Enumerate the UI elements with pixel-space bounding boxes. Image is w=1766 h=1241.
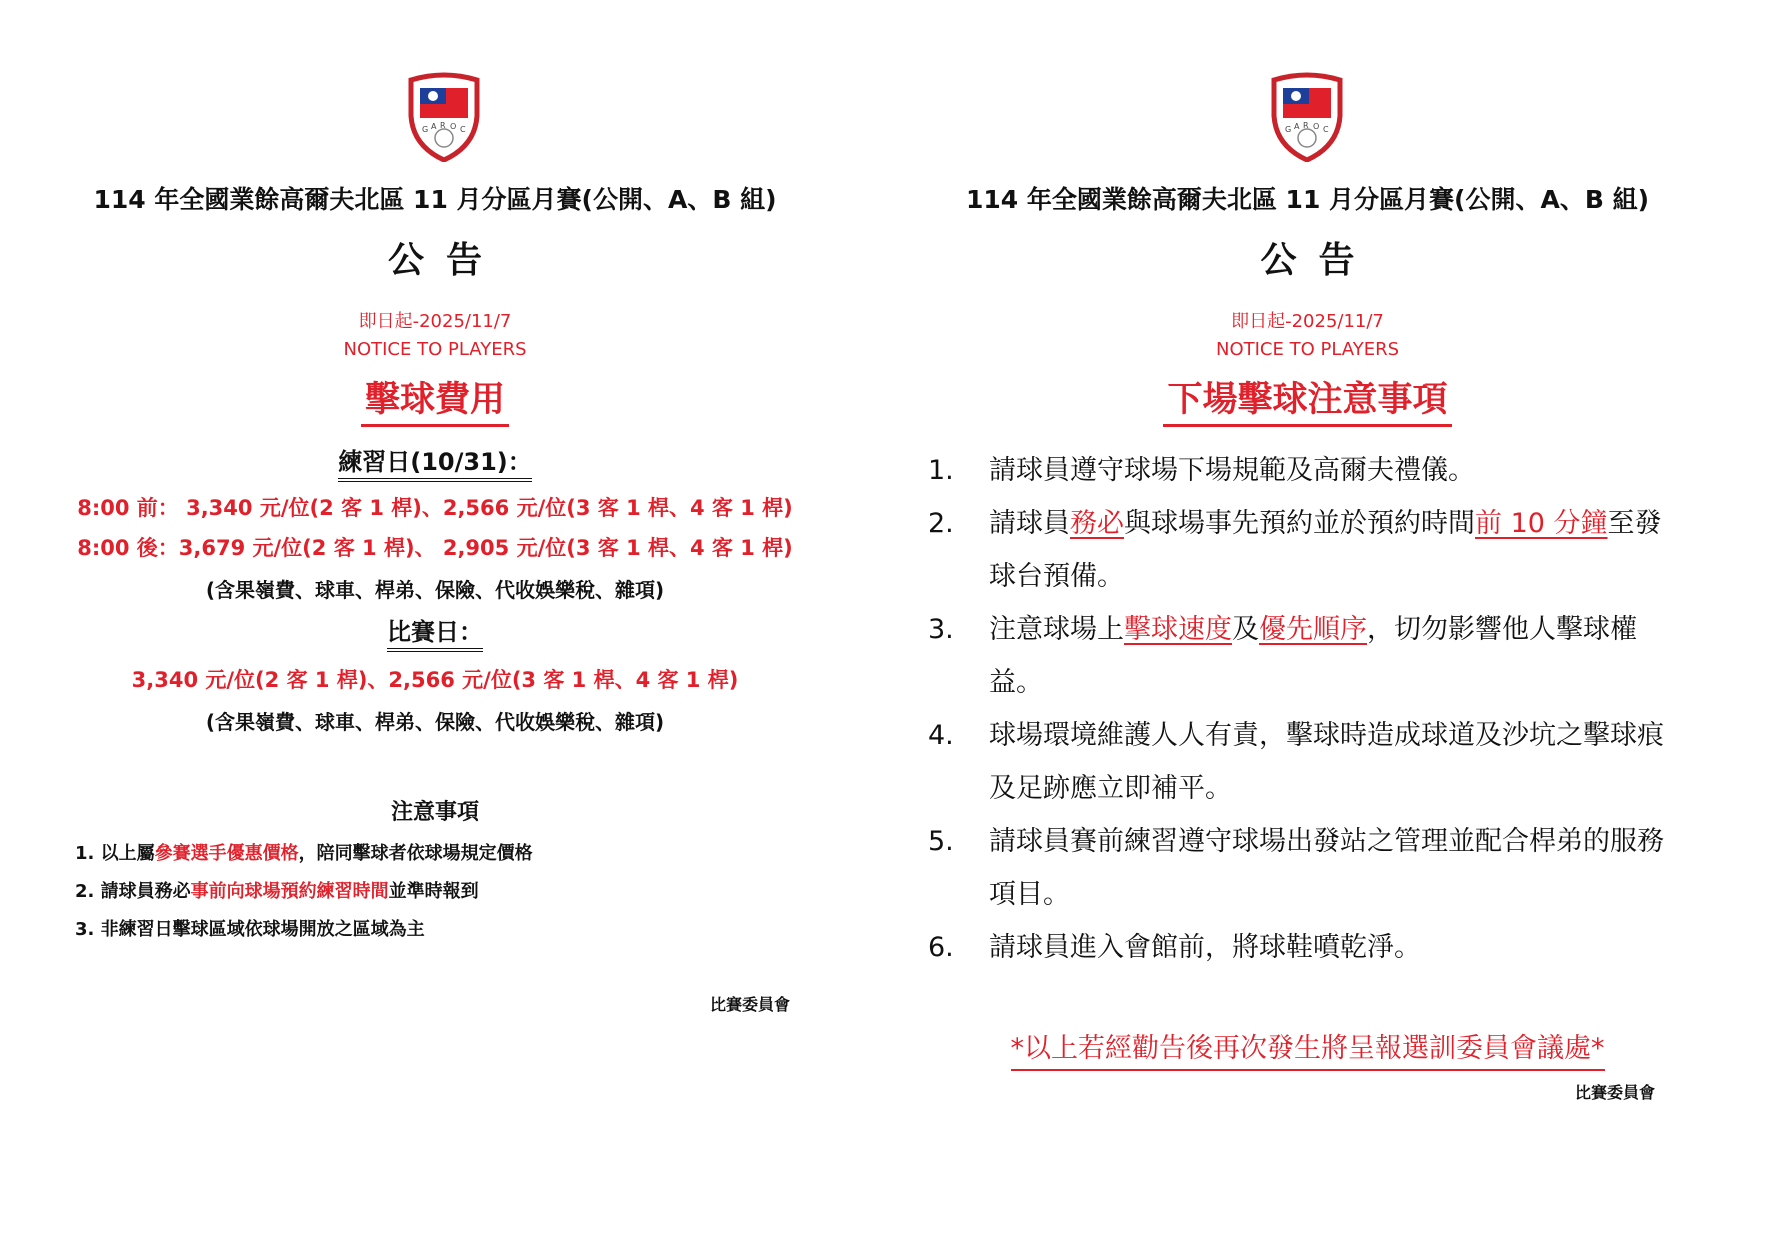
svg-text:A: A [431, 122, 437, 131]
notice-to-players: NOTICE TO PLAYERS [1216, 339, 1399, 360]
disciplinary-warning: *以上若經勸告後再次發生將呈報選訓委員會議處* [920, 1030, 1695, 1071]
notes-heading: 注意事項 [390, 800, 479, 825]
etiquette-list [928, 444, 1688, 974]
garoc-emblem-icon [405, 72, 483, 162]
tournament-title: 114 年全國業餘高爾夫北區 11 月分區月賽(公開、A、B 組) [965, 185, 1650, 214]
practice-after-price: 8:00 後：3,679 元/位(2 客 1 桿)、 2,905 元/位(3 客 1 桿、4 客 1 桿) [77, 536, 793, 560]
effective-date: 即日起-2025/11/7 [1231, 311, 1384, 332]
left-notice-page [70, 0, 800, 1241]
match-includes: (含果嶺費、球車、桿弟、保險、代收娛樂稅、雜項) [205, 710, 665, 734]
announcement-heading: 公告 [387, 240, 504, 281]
list-item: 2. 請球員務必與球場事先預約並於預約時間前 10 分鐘至發球台預備。 [928, 508, 1662, 592]
effective-date: 即日起-2025/11/7 [358, 311, 512, 332]
committee-signature: 比賽委員會 [1575, 1083, 1656, 1102]
list-item: 4. 球場環境維護人人有責，擊球時造成球道及沙坑之擊球痕及足跡應立即補平。 [928, 720, 1664, 804]
practice-before-price: 8:00 前： 3,340 元/位(2 客 1 桿)、2,566 元/位(3 客 1 桿、4 客 1 桿) [77, 496, 793, 520]
tournament-title: 114 年全國業餘高爾夫北區 11 月分區月賽(公開、A、B 組) [93, 185, 777, 214]
note-item: 1. 以上屬參賽選手優惠價格，陪同擊球者依球場規定價格 [75, 843, 533, 864]
notice-to-players: NOTICE TO PLAYERS [343, 339, 527, 360]
garoc-emblem-icon [1268, 72, 1346, 162]
match-day-price: 3,340 元/位(2 客 1 桿)、2,566 元/位(3 客 1 桿、4 客 1 桿) [131, 668, 739, 692]
right-notice-page [920, 0, 1695, 1241]
fee-heading: 擊球費用 [70, 378, 800, 427]
svg-text:G: G [422, 125, 429, 134]
list-item: 6. 請球員進入會館前，將球鞋噴乾淨。 [928, 932, 1421, 963]
svg-text:R: R [1303, 121, 1309, 130]
announcement-heading: 公告 [1260, 240, 1377, 281]
etiquette-heading: 下場擊球注意事項 [920, 378, 1695, 427]
match-day-label: 比賽日： [70, 617, 800, 652]
svg-text:C: C [1323, 125, 1329, 134]
svg-text:C: C [460, 125, 466, 134]
svg-text:O: O [1313, 122, 1320, 131]
list-item: 5. 請球員賽前練習遵守球場出發站之管理並配合桿弟的服務項目。 [928, 826, 1664, 910]
note-item: 3. 非練習日擊球區域依球場開放之區域為主 [75, 919, 425, 940]
practice-includes: (含果嶺費、球車、桿弟、保險、代收娛樂稅、雜項) [205, 578, 665, 602]
list-item: 1. 請球員遵守球場下場規範及高爾夫禮儀。 [928, 455, 1475, 486]
svg-text:O: O [450, 122, 457, 131]
svg-text:A: A [1294, 122, 1300, 131]
svg-text:G: G [1285, 125, 1292, 134]
list-item: 3. 注意球場上擊球速度及優先順序，切勿影響他人擊球權益。 [928, 614, 1637, 698]
practice-day-label: 練習日(10/31)： [70, 447, 800, 482]
committee-signature: 比賽委員會 [710, 995, 791, 1014]
svg-text:R: R [440, 121, 446, 130]
note-item: 2. 請球員務必事前向球場預約練習時間並準時報到 [75, 881, 479, 902]
